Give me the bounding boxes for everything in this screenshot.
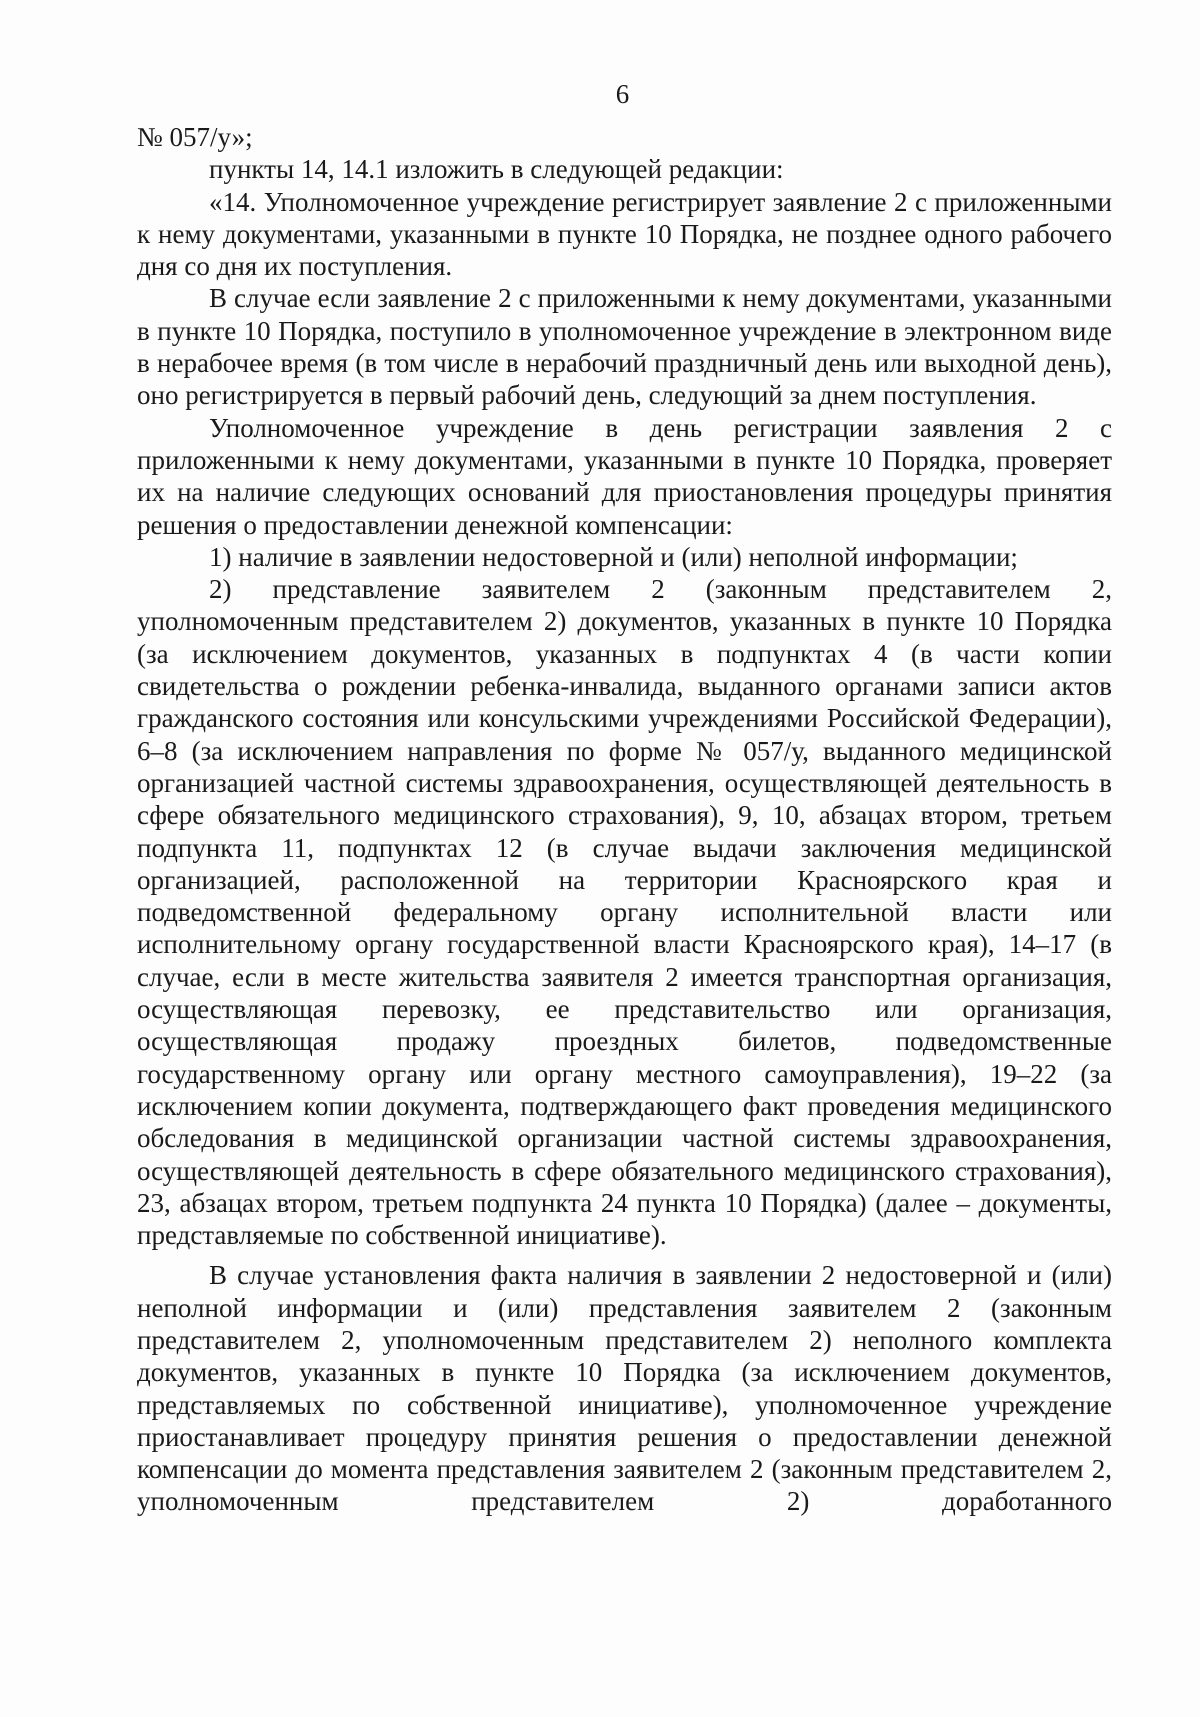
page-number: 6 [615, 79, 630, 109]
paragraph-form-reference: № 057/у»; [137, 122, 253, 152]
paragraph-nonworking-time: В случае если заявление 2 с приложенными к нему документами, указанными в пункте 10 Порядка, поступило в уполномоченное учреждение в электронном виде в нерабочее время (в том числе в нерабочий праздничный день или выходной день), оно регистрируется в первый рабочий день, следующий за днем поступления. [137, 283, 1112, 411]
paragraph-suspension: В случае установления факта наличия в заявлении 2 недостоверной и (или) неполной информации и (или) представления заявителем 2 (законным представителем 2, уполномоченным представителем 2) неполного комплекта документов, указанных в пункте 10 Порядка (за исключением документов, представляемых по собственной инициативе), уполномоченное учреждение приостанавливает процедуру принятия решения о предоставлении денежной компенсации до момента представления заявителем 2 (законным представителем 2, уполномоченным представителем 2) доработанного [137, 1260, 1112, 1517]
paragraph-ground-1: 1) наличие в заявлении недостоверной и (или) неполной информации; [209, 541, 1018, 572]
paragraph-check-grounds: Уполномоченное учреждение в день регистрации заявления 2 с приложенными к нему документами, указанными в пункте 10 Порядка, проверяет их на наличие следующих оснований для приостановления процедуры принятия решения о предоставлении денежной компенсации: [137, 412, 1112, 540]
paragraph-amendment-intro: пункты 14, 14.1 изложить в следующей редакции: [209, 154, 784, 185]
paragraph-ground-2: 2) представление заявителем 2 (законным представителем 2, уполномоченным представителем 2) документов, указанных в пункте 10 Порядка (за исключением документов, указанных в подпунктах 4 (в части копии свидетельства о рождении ребенка-инвалида, выданного органами записи актов гражданского состояния или консульскими учреждениями Российской Федерации), 6–8 (за исключением направления по форме № 057/у, выданного медицинской организацией частной системы здравоохранения, осуществляющей деятельность в сфере обязательного медицинского страхования), 9, 10, абзацах втором, третьем подпункта 11, подпунктах 12 (в случае выдачи заключения медицинской организацией, расположенной на территории Красноярского края и подведомственной федеральному органу исполнительной власти или исполнительному органу государственной власти Красноярского края), 14–17 (в случае, если в месте жительства заявителя 2 имеется транспортная организация, осуществляющая перевозку, ее представительство или организация, осуществляющая продажу проездных билетов, подведомственные государственному органу или органу местного самоуправления), 19–22 (за исключением копии документа, подтверждающего факт проведения медицинского обследования в медицинской организации частной системы здравоохранения, осуществляющей деятельность в сфере обязательного медицинского страхования), 23, абзацах втором, третьем подпункта 24 пункта 10 Порядка) (далее – документы, представляемые по собственной инициативе). [137, 574, 1112, 1251]
paragraph-clause-14: «14. Уполномоченное учреждение регистрирует заявление 2 с приложенными к нему документами, указанными в пункте 10 Порядка, не позднее одного рабочего дня со дня их поступления. [137, 186, 1112, 282]
document-body [137, 121, 1112, 1518]
